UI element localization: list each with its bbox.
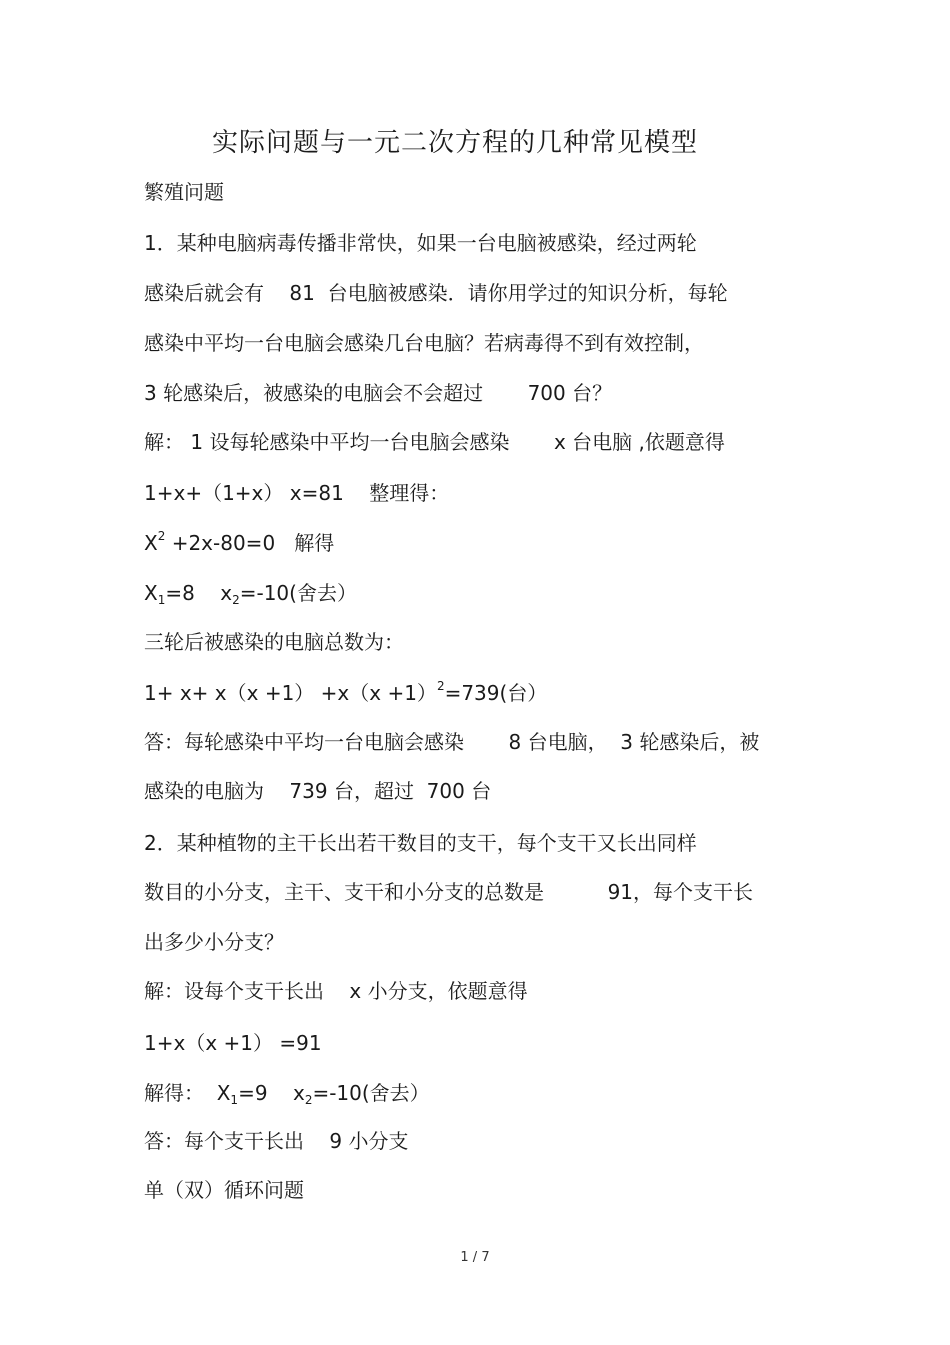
quadratic-rest: +2x-80=0 解得	[165, 531, 335, 555]
problem2-line2: 数目的小分支，主干、支干和小分支的总数是 91，每个支干长	[144, 880, 754, 904]
section-heading-breeding: 繁殖问题	[144, 180, 224, 204]
total-exponent: 2	[436, 679, 445, 693]
problem2-line3: 出多少小分支？	[144, 930, 284, 954]
solution2-roots	[144, 1079, 430, 1110]
solution1-quadratic	[144, 529, 334, 560]
solution1-equation: 1+x+（1+x） x=81 整理得：	[144, 481, 450, 505]
root2-x: 解得： X	[144, 1081, 231, 1105]
root2-value1: =9 x	[238, 1081, 305, 1105]
answer1-line2: 感染的电脑为 739 台，超过 700 台	[144, 779, 492, 803]
solution1-line1: 解： 1 设每轮感染中平均一台电脑会感染 x 台电脑 ,依题意得	[144, 430, 725, 454]
quadratic-var: X	[144, 531, 158, 555]
root-sub1: 1	[157, 593, 166, 607]
problem2-line1: 2．某种植物的主干长出若干数目的支干，每个支干又长出同样	[144, 831, 697, 855]
solution1-line5: 三轮后被感染的电脑总数为：	[144, 630, 404, 654]
answer2: 答：每个支干长出 9 小分支	[144, 1129, 409, 1153]
root-x: X	[144, 581, 158, 605]
page-number: 1 / 7	[460, 1250, 490, 1265]
total-result: =739(台）	[444, 681, 548, 705]
solution2-line1: 解：设每个支干长出 x 小分支，依题意得	[144, 979, 528, 1003]
quadratic-exponent: 2	[157, 529, 166, 543]
solution1-roots	[144, 579, 357, 610]
root2-value2: =-10(舍去）	[312, 1081, 430, 1105]
total-expr: 1+ x+ x（x +1） +x（x +1）	[144, 681, 437, 705]
answer1-line1: 答：每轮感染中平均一台电脑会感染 8 台电脑， 3 轮感染后，被	[144, 730, 760, 754]
root-value2: =-10(舍去）	[239, 581, 357, 605]
root-sub2: 2	[232, 593, 240, 607]
problem1-line1: 1．某种电脑病毒传播非常快，如果一台电脑被感染，经过两轮	[144, 231, 697, 255]
root2-sub1: 1	[230, 1093, 239, 1107]
solution1-total	[144, 679, 547, 710]
root2-sub2: 2	[304, 1093, 313, 1107]
root-value1: =8 x	[165, 581, 233, 605]
problem1-line3: 感染中平均一台电脑会感染几台电脑？若病毒得不到有效控制，	[144, 331, 704, 355]
problem1-line2: 感染后就会有 81 台电脑被感染．请你用学过的知识分析，每轮	[144, 281, 728, 305]
problem1-line4: 3 轮感染后，被感染的电脑会不会超过 700 台？	[144, 381, 613, 405]
section-heading-round-robin: 单（双）循环问题	[144, 1178, 304, 1202]
page-title: 实际问题与一元二次方程的几种常见模型	[211, 128, 698, 158]
solution2-equation: 1+x（x +1） =91	[144, 1031, 322, 1055]
